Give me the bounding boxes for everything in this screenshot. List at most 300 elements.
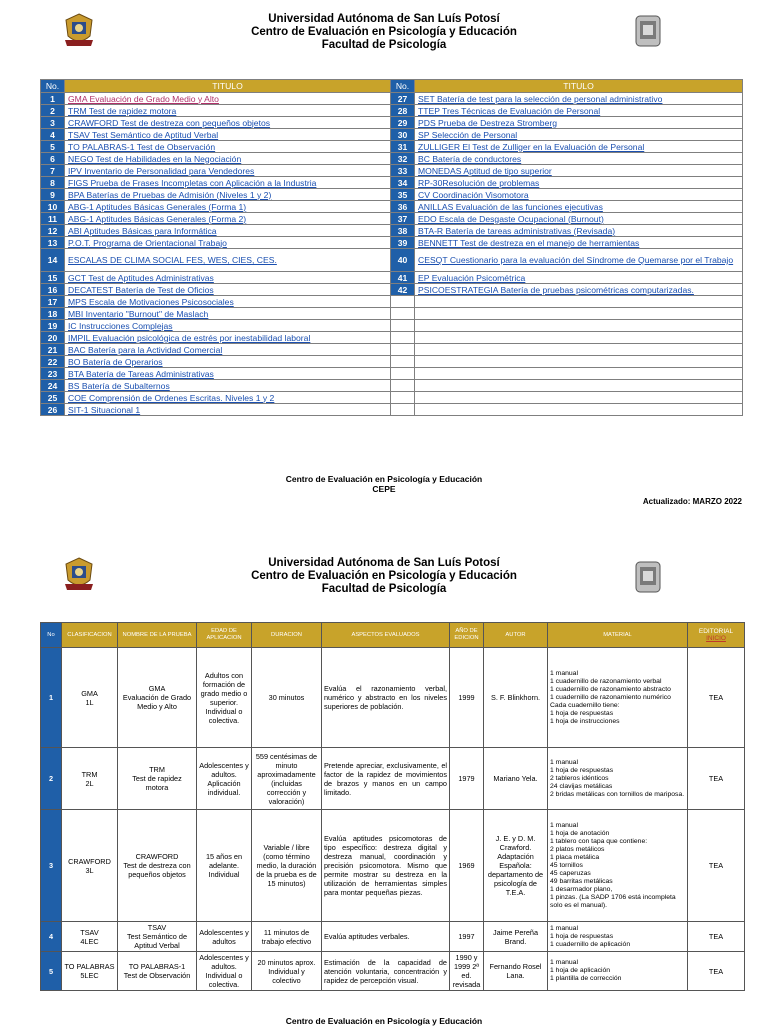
index-title-cell [415,129,743,141]
index-number: 3 [41,117,65,129]
index-header-row [41,80,743,93]
material-item: 1 cuadernillo de razonamiento numérico [550,693,671,701]
detail-number: 5 [41,952,62,991]
index-title-cell [415,189,743,201]
header-center: Centro de Evaluación en Psicología y Educación [251,26,517,38]
index-number: 26 [41,404,65,416]
index-empty-cell [391,320,415,332]
clas-code: TSAV [80,927,99,937]
index-title-cell [65,284,391,296]
index-empty-cell [415,296,743,308]
index-number: 27 [391,93,415,105]
detail-clasificacion [62,648,118,748]
index-empty-cell [415,356,743,368]
index-number: 11 [41,213,65,225]
index-row [41,320,743,332]
index-title-cell [415,225,743,237]
clas-level: 2L [85,778,94,788]
detail-anio: 1969 [450,810,484,922]
detail-edad: Adolescentes y adultos. Individual o colectiva. [197,952,252,991]
material-item: 1 hoja de anotación [550,829,610,837]
detail-duracion: 11 minutos de trabajo efectivo [252,922,322,952]
index-number: 40 [391,249,415,272]
detail-nombre [118,748,197,810]
index-title-link[interactable]: ABG-1 Aptitudes Básicas Generales (Forma 2) [68,213,247,224]
footer-cepe-2 [0,1016,768,1026]
index-number: 10 [41,201,65,213]
index-title-link[interactable]: RP-30Resolución de problemas [418,177,540,188]
detail-nombre [118,810,197,922]
index-row [41,332,743,344]
detail-clasificacion [62,952,118,991]
index-title-cell [65,117,391,129]
index-number: 37 [391,213,415,225]
index-number: 20 [41,332,65,344]
material-item: 45 tornillos [550,861,583,869]
index-title-cell [65,237,391,249]
index-number: 34 [391,177,415,189]
detail-aspectos: Estimación de la capacidad de atención voluntaria, concentración y rapidez de percepción visual. [322,952,450,991]
detail-anio: 1979 [450,748,484,810]
index-number: 16 [41,284,65,296]
nombre-code: TO PALABRAS-1 [128,962,186,971]
index-title-cell [65,308,391,320]
index-row [41,201,743,213]
index-title-cell [65,189,391,201]
index-empty-cell [391,344,415,356]
index-title-link[interactable]: ABG-1 Aptitudes Básicas Generales (Forma 1) [68,201,247,212]
detail-aspectos: Pretende apreciar, exclusivamente, el factor de la rapidez de movimientos de brazos y manos en un campo limitado. [322,748,450,810]
index-title-cell [65,213,391,225]
index-empty-cell [391,368,415,380]
index-row [41,177,743,189]
index-number: 13 [41,237,65,249]
footer-cepe-label: CEPE [372,484,396,494]
index-title-link[interactable]: MPS Escala de Motivaciones Psicosociales [68,296,234,307]
index-title-link[interactable]: ABI Aptitudes Básicas para Informática [68,225,217,236]
material-item: 1 hoja de aplicación [550,967,611,974]
header-center-2: Centro de Evaluación en Psicología y Educación [251,570,517,582]
detail-nombre [118,648,197,748]
index-title-cell [415,284,743,296]
header-university-2: Universidad Autónoma de San Luís Potosí [268,557,500,569]
index-title-link[interactable]: BPA Baterías de Pruebas de Admisión (Niveles 1 y 2) [68,189,272,200]
index-title-link[interactable]: SET Batería de test para la selección de personal administrativo [418,93,663,104]
index-number: 14 [41,249,65,272]
material-item: 1 manual [550,669,578,677]
index-title-cell [415,105,743,117]
index-title-link[interactable]: TTEP Tres Técnicas de Evaluación de Personal [418,105,601,116]
index-title-cell [415,249,743,272]
index-title-cell [415,177,743,189]
index-row [41,404,743,416]
detail-number: 3 [41,810,62,922]
detail-edad: 15 años en adelante. Individual [197,810,252,922]
index-title-cell [65,201,391,213]
index-title-cell [65,129,391,141]
col-duracion: DURACION [252,623,322,648]
index-row [41,380,743,392]
clas-level: 5LEC [80,971,99,980]
nombre-code: CRAWFORD [135,852,179,861]
detail-header-row [41,623,745,648]
index-row [41,392,743,404]
detail-autor: Fernando Rosel Lana. [484,952,548,991]
nombre-title: Test de rapidez motora [132,774,182,792]
index-row [41,356,743,368]
index-empty-cell [415,380,743,392]
detail-material [548,648,688,748]
material-item: 1 cuadernillo de razonamiento verbal [550,677,662,685]
index-empty-cell [391,392,415,404]
header-faculty-2: Facultad de Psicología [321,583,447,595]
index-row [41,153,743,165]
material-item: 2 platos metálicos [550,845,605,853]
index-empty-cell [391,356,415,368]
nombre-title: Test de destreza con pequeños objetos [123,861,191,879]
clas-code: GMA [81,688,98,698]
nombre-title: Evaluación de Grado Medio y Alto [122,693,192,711]
index-number: 4 [41,129,65,141]
index-title-cell [415,93,743,105]
clas-level: 4LEC [80,936,99,946]
index-title-link[interactable]: BENNETT Test de destreza en el manejo de herramientas [418,237,640,248]
index-row [41,284,743,296]
index-title-link[interactable]: ESCALAS DE CLIMA SOCIAL FES, WES, CIES, CES. [68,255,277,265]
index-title-link[interactable]: BTA-R Batería de tareas administrativas (Revisada) [418,225,616,236]
index-title-link[interactable]: MBI Inventario "Burnout" de Maslach [68,308,209,319]
index-title-link[interactable]: PDS Prueba de Destreza Stromberg [418,117,557,128]
detail-aspectos: Evalúa aptitudes psicomotoras de tipo específico: destreza digital y destreza manual, coordinación y precisión psicomotora. Mismo que permite mostrar su destreza en la utilización de herramientas simples para montar pequeñas piezas. [322,810,450,922]
index-title-cell [415,213,743,225]
index-number: 17 [41,296,65,308]
index-title-link[interactable]: IC Instrucciones Complejas [68,320,173,331]
col-clasificacion: CLASIFICACION [62,623,118,648]
col-no: No [41,623,62,648]
index-number: 42 [391,284,415,296]
nombre-title: Test Semántico de Aptitud Verbal [126,932,188,950]
index-title-cell [65,344,391,356]
clas-code: CRAWFORD [68,856,111,866]
col-autor: AUTOR [484,623,548,648]
index-title-cell [65,368,391,380]
detail-clasificacion [62,810,118,922]
index-number: 18 [41,308,65,320]
index-title-link[interactable]: ZULLIGER El Test de Zulliger en la Evaluación de Personal [418,141,645,152]
index-col-no-right: No. [391,80,415,93]
material-item: 45 caperuzas [550,869,591,877]
index-number: 39 [391,237,415,249]
index-number: 5 [41,141,65,153]
index-number: 15 [41,272,65,284]
index-title-cell [65,320,391,332]
index-title-cell [65,153,391,165]
detail-material [548,952,688,991]
index-number: 8 [41,177,65,189]
col-editorial [688,623,745,648]
index-title-cell [415,165,743,177]
index-title-link[interactable]: BAC Batería para la Actividad Comercial [68,344,223,355]
material-item: 1 desarmador plano, [550,885,613,893]
index-number: 1 [41,93,65,105]
detail-nombre [118,922,197,952]
index-title-cell [65,332,391,344]
index-row [41,368,743,380]
detail-autor: Mariano Yela. [484,748,548,810]
index-row [41,237,743,249]
index-row [41,93,743,105]
index-number: 29 [391,117,415,129]
detail-aspectos: Evalúa aptitudes verbales. [322,922,450,952]
index-title-cell [65,225,391,237]
index-title-link[interactable]: DECATEST Batería de Test de Oficios [68,284,214,295]
col-aspectos: ASPECTOS EVALUADOS [322,623,450,648]
material-item: Cada cuadernillo tiene: [550,701,620,709]
index-row [41,344,743,356]
index-title-cell [65,380,391,392]
index-title-link[interactable]: NEGO Test de Habilidades en la Negociación [68,153,242,164]
index-number: 38 [391,225,415,237]
detail-material [548,810,688,922]
index-title-link[interactable]: CRAWFORD Test de destreza con pequeños objetos [68,117,271,128]
detail-edad: Adultos con formación de grado medio o superior. Individual o colectiva. [197,648,252,748]
col-edad: EDAD DE APLICACION [197,623,252,648]
index-number: 6 [41,153,65,165]
index-number: 36 [391,201,415,213]
index-title-link[interactable]: P.O.T. Programa de Orientacional Trabajo [68,237,227,248]
detail-editorial: TEA [688,748,745,810]
index-title-link[interactable]: EP Evaluación Psicométrica [418,272,526,283]
index-title-cell [65,177,391,189]
index-title-cell [65,404,391,416]
detail-edad: Adolescentes y adultos [197,922,252,952]
index-title-link[interactable]: COE Comprensión de Ordenes Escritas. Niveles 1 y 2 [68,392,275,403]
material-item: 49 barritas metálicas [550,877,613,885]
index-title-link[interactable]: GCT Test de Aptitudes Administrativas [68,272,214,283]
document-header [0,13,768,52]
index-number: 22 [41,356,65,368]
material-item: 1 cuadernillo de razonamiento abstracto [550,685,671,693]
index-empty-cell [391,404,415,416]
index-title-link[interactable]: TO PALABRAS-1 Test de Observación [68,141,216,152]
index-empty-cell [415,308,743,320]
index-title-link[interactable]: IPV Inventario de Personalidad para Vendedores [68,165,255,176]
nombre-code: TRM [149,765,165,774]
detail-material [548,922,688,952]
clas-code: TRM [81,769,98,779]
footer-cepe [0,474,768,494]
index-title-cell [65,249,391,272]
material-item: 1 manual [550,758,578,766]
detail-anio: 1990 y 1999 2ª ed. revisada [450,952,484,991]
index-col-no-left: No. [41,80,65,93]
detail-duracion: 20 minutos aprox. Individual y colectivo [252,952,322,991]
index-title-link[interactable]: IMPIL Evaluación psicológica de estrés por inestabilidad laboral [68,332,311,343]
index-title-link[interactable]: SIT-1 Situacional 1 [68,404,141,415]
index-number: 33 [391,165,415,177]
index-title-cell [65,296,391,308]
index-empty-cell [391,380,415,392]
index-number: 32 [391,153,415,165]
index-title-link[interactable]: TRM Test de rapidez motora [68,105,177,116]
index-title-cell [415,117,743,129]
index-number: 7 [41,165,65,177]
material-item: 1 manual [550,924,578,932]
index-title-link[interactable]: BS Batería de Subalternos [68,380,170,391]
material-item: 24 clavijas metálicas [550,782,613,790]
material-item: 1 hoja de respuestas [550,932,614,940]
index-empty-cell [415,392,743,404]
material-item: 1 manual [550,959,578,966]
nombre-code: TSAV [147,923,167,932]
detail-autor: S. F. Blinkhorn. [484,648,548,748]
material-item: 1 placa metálica [550,853,600,861]
material-item: 1 tablero con tapa que contiene: [550,837,648,845]
detail-anio: 1997 [450,922,484,952]
material-item: 1 cuadernillo de aplicación [550,940,631,948]
material-item: 2 bridas metálicas con tornillos de mariposa. [550,790,685,798]
index-row [41,105,743,117]
index-title-link[interactable]: CESQT Cuestionario para la evaluación del Síndrome de Quemarse por el Trabajo [418,255,734,265]
index-title-link[interactable]: TSAV Test Semántico de Aptitud Verbal [68,129,219,140]
header-university: Universidad Autónoma de San Luís Potosí [268,13,500,25]
footer-center-name: Centro de Evaluación en Psicología y Educación [285,474,483,484]
nombre-code: GMA [148,684,166,693]
index-number: 24 [41,380,65,392]
clas-level: 3L [85,865,94,875]
test-detail-table [40,622,745,991]
material-item: 1 pinzas. (La SADP 1706 está incompleta solo es el manual). [550,893,676,909]
index-number: 28 [391,105,415,117]
index-title-cell [65,165,391,177]
detail-number: 4 [41,922,62,952]
index-empty-cell [391,332,415,344]
index-number: 31 [391,141,415,153]
index-row [41,141,743,153]
index-title-link[interactable]: BC Batería de conductores [418,153,522,164]
index-empty-cell [391,296,415,308]
detail-autor: J. E. y D. M. Crawford. Adaptación Española: departamento de psicología de T.E.A. [484,810,548,922]
detail-editorial: TEA [688,952,745,991]
detail-autor: Jaime Pereña Brand. [484,922,548,952]
index-empty-cell [415,332,743,344]
index-row [41,213,743,225]
footer-center-name-2: Centro de Evaluación en Psicología y Educación [285,1016,483,1026]
detail-clasificacion [62,922,118,952]
detail-row [41,922,745,952]
index-col-title-left: TITULO [65,80,391,93]
detail-editorial: TEA [688,810,745,922]
index-title-cell [415,237,743,249]
material-item: 1 hoja de respuestas [550,766,614,774]
inicio-link[interactable]: INICIO [706,635,726,642]
col-anio: AÑO DE EDICION [450,623,484,648]
index-title-cell [65,93,391,105]
col-nombre: NOMBRE DE LA PRUEBA [118,623,197,648]
index-title-cell [65,356,391,368]
clas-code: TO PALABRAS [64,962,115,971]
index-title-cell [65,141,391,153]
index-number: 30 [391,129,415,141]
detail-duracion: Variable / libre (como término medio, la duración de la prueba es de 15 minutos) [252,810,322,922]
index-title-link[interactable]: SP Selección de Personal [418,129,518,140]
index-row [41,129,743,141]
col-material: MATERIAL [548,623,688,648]
header-faculty: Facultad de Psicología [321,39,447,51]
document-header-2 [0,557,768,596]
index-number: 21 [41,344,65,356]
material-item: 1 plantilla de corrección [550,975,622,982]
clas-level: 1L [85,697,94,707]
detail-number: 1 [41,648,62,748]
index-row [41,189,743,201]
index-number: 25 [41,392,65,404]
index-empty-cell [415,404,743,416]
detail-duracion: 30 minutos [252,648,322,748]
index-title-cell [65,392,391,404]
index-title-link[interactable]: BO Batería de Operarios [68,356,163,367]
detail-material [548,748,688,810]
index-title-link[interactable]: EDO Escala de Desgaste Ocupacional (Burnout) [418,213,604,224]
editorial-label: EDITORIAL [698,628,734,635]
index-title-link[interactable]: BTA Batería de Tareas Administrativas [68,368,214,379]
index-empty-cell [415,368,743,380]
index-title-cell [65,105,391,117]
detail-row [41,648,745,748]
index-number: 41 [391,272,415,284]
index-row [41,249,743,272]
index-title-cell [65,272,391,284]
index-number: 19 [41,320,65,332]
index-row [41,165,743,177]
index-row [41,308,743,320]
updated-date: Actualizado: MARZO 2022 [642,497,742,506]
index-title-link[interactable]: PSICOESTRATEGIA Batería de pruebas psicométricas computarizadas. [418,284,694,295]
detail-editorial: TEA [688,648,745,748]
index-number: 12 [41,225,65,237]
material-item: 1 hoja de respuestas [550,709,614,717]
index-empty-cell [391,308,415,320]
index-row [41,225,743,237]
detail-row [41,748,745,810]
index-title-link[interactable]: FIGS Prueba de Frases Incompletas con Aplicación a la Industria [68,177,317,188]
index-title-link[interactable]: ANILLAS Evaluación de las funciones ejecutivas [418,201,603,212]
test-index-table [40,79,743,416]
index-title-cell [415,201,743,213]
detail-aspectos: Evalúa el razonamiento verbal, numérico y abstracto en los niveles superiores de población. [322,648,450,748]
index-number: 9 [41,189,65,201]
index-row [41,272,743,284]
detail-number: 2 [41,748,62,810]
index-title-link[interactable]: CV Coordinación Visomotora [418,189,529,200]
material-item: 1 hoja de instrucciones [550,717,620,725]
index-row [41,296,743,308]
index-title-link[interactable]: MONEDAS Aptitud de tipo superior [418,165,552,176]
index-empty-cell [415,344,743,356]
index-number: 2 [41,105,65,117]
detail-editorial: TEA [688,922,745,952]
detail-duracion: 559 centésimas de minuto aproximadamente (incluidas corrección y valoración) [252,748,322,810]
index-row [41,117,743,129]
detail-clasificacion [62,748,118,810]
detail-anio: 1999 [450,648,484,748]
nombre-title: Test de Observación [123,971,191,980]
index-title-cell [415,141,743,153]
index-title-link[interactable]: GMA Evaluación de Grado Medio y Alto [68,93,219,104]
material-item: 2 tableros idénticos [550,774,609,782]
index-title-cell [415,153,743,165]
material-item: 1 manual [550,821,578,829]
